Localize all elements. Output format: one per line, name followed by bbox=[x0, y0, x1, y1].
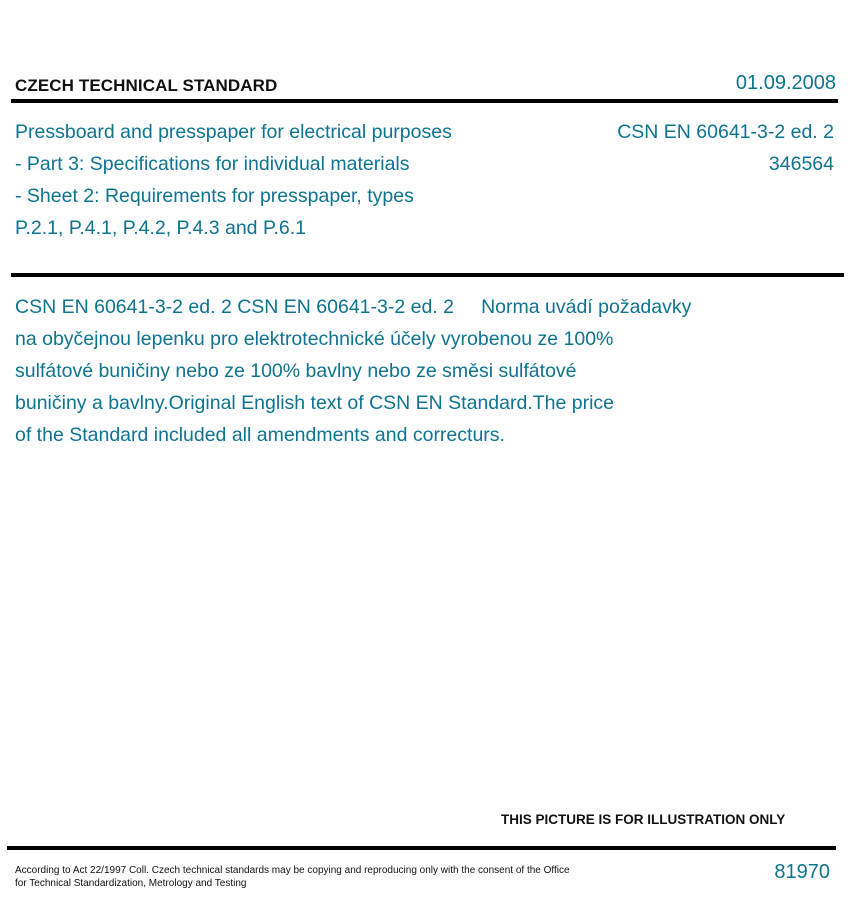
description-line: buničiny a bavlny.Original English text of CSN EN Standard.The price bbox=[15, 392, 615, 414]
catalog-number: 346564 bbox=[768, 153, 834, 175]
footer-number: 81970 bbox=[774, 861, 830, 883]
section-rule bbox=[11, 273, 844, 277]
title-line: Pressboard and presspaper for electrical purposes bbox=[15, 121, 452, 143]
standard-title bbox=[15, 116, 452, 244]
illustration-note: THIS PICTURE IS FOR ILLUSTRATION ONLY bbox=[501, 812, 786, 827]
copyright-note-line: According to Act 22/1997 Coll. Czech technical standards may be copying and reproducing only with the consent of the Office bbox=[15, 865, 570, 876]
description-line: sulfátové buničiny nebo ze 100% bavlny nebo ze směsi sulfátové bbox=[15, 360, 577, 382]
footer-rule bbox=[7, 846, 836, 850]
document-heading: CZECH TECHNICAL STANDARD bbox=[15, 76, 278, 95]
header-rule bbox=[11, 99, 838, 103]
description-line: of the Standard included all amendments and correcturs. bbox=[15, 424, 505, 446]
copyright-note bbox=[15, 864, 570, 890]
standard-description bbox=[15, 291, 785, 451]
title-line: P.2.1, P.4.1, P.4.2, P.4.3 and P.6.1 bbox=[15, 217, 306, 239]
title-line: - Sheet 2: Requirements for presspaper, types bbox=[15, 185, 414, 207]
standard-designation: CSN EN 60641-3-2 ed. 2 bbox=[617, 121, 834, 143]
description-line: na obyčejnou lepenku pro elektrotechnické účely vyrobenou ze 100% bbox=[15, 328, 614, 350]
standard-codes bbox=[617, 116, 834, 180]
description-line: CSN EN 60641-3-2 ed. 2 CSN EN 60641-3-2 ed. 2 Norma uvádí požadavky bbox=[15, 296, 692, 318]
copyright-note-line: for Technical Standardization, Metrology and Testing bbox=[15, 878, 247, 889]
issue-date: 01.09.2008 bbox=[735, 72, 836, 94]
title-line: - Part 3: Specifications for individual materials bbox=[15, 153, 410, 175]
